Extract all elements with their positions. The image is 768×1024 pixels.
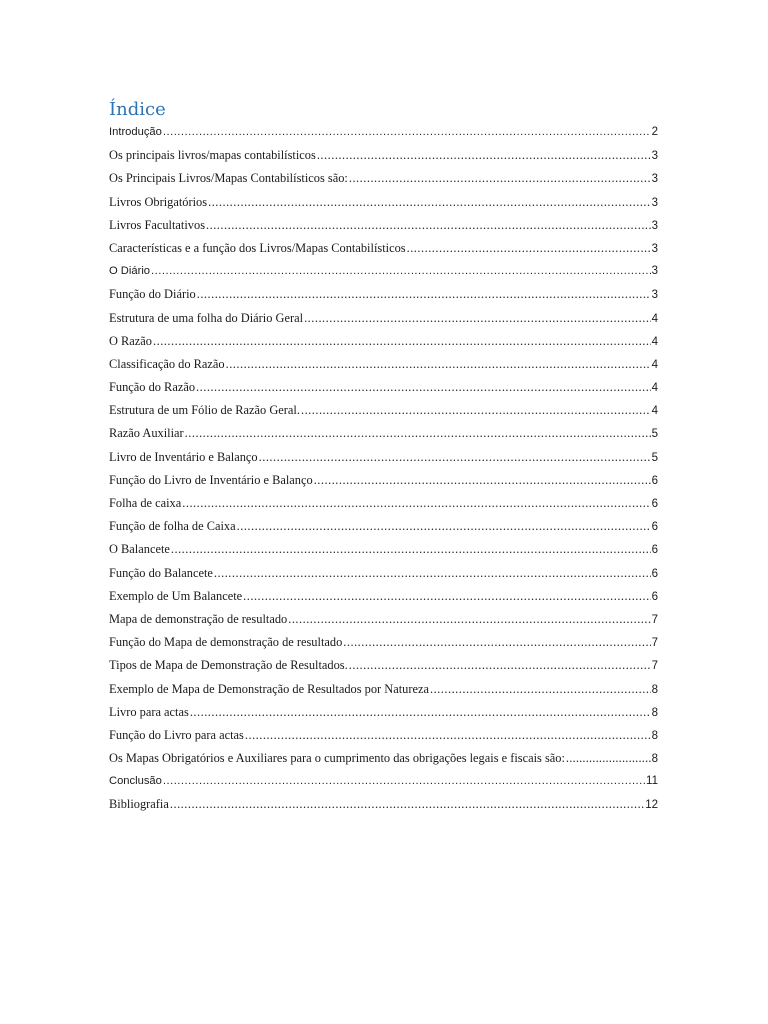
toc-entry-title: O Razão	[109, 333, 153, 348]
toc-entry-title: O Balancete	[109, 542, 170, 557]
toc-dot-leader	[288, 609, 650, 629]
toc-entry[interactable]	[109, 632, 658, 655]
toc-entry-title: Conclusão	[109, 775, 162, 788]
toc-entry[interactable]	[109, 771, 658, 794]
toc-entry-title: Os Mapas Obrigatórios e Auxiliares para o cumprimento das obrigações legais e fiscais são:	[109, 751, 565, 766]
toc-dot-leader	[153, 331, 651, 351]
toc-entry-page-number: 3	[651, 150, 658, 163]
toc-dot-leader	[349, 168, 651, 188]
toc-dot-leader	[206, 215, 651, 235]
toc-entry-page-number: 6	[651, 590, 658, 603]
toc-entry-page-number: 4	[651, 312, 658, 325]
toc-entry[interactable]	[109, 794, 658, 817]
toc-entry-title: Classificação do Razão	[109, 356, 225, 371]
toc-entry[interactable]	[109, 284, 658, 307]
toc-entry-page-number: 4	[651, 382, 658, 395]
toc-entry-title: Características e a função dos Livros/Mapas Contabilísticos	[109, 240, 406, 255]
toc-entry-title: Exemplo de Mapa de Demonstração de Resultados por Natureza	[109, 681, 429, 696]
toc-dot-leader	[170, 794, 644, 814]
toc-entry-page-number: 6	[651, 521, 658, 534]
toc-entry[interactable]	[109, 702, 658, 725]
toc-dot-leader	[182, 493, 650, 513]
toc-entry-page-number: 7	[651, 660, 658, 673]
toc-entry-page-number: 6	[651, 498, 658, 510]
toc-entry[interactable]	[109, 447, 658, 470]
toc-entry-title: Introdução	[109, 126, 162, 138]
toc-entry-page-number: 2	[651, 126, 658, 138]
toc-dot-leader	[301, 400, 651, 420]
toc-entry-page-number: 3	[651, 265, 658, 278]
toc-dot-leader	[196, 377, 651, 397]
toc-dot-leader	[407, 238, 651, 258]
toc-entry-title: Os Principais Livros/Mapas Contabilísticos são:	[109, 171, 348, 186]
toc-entry-page-number: 5	[651, 428, 658, 441]
toc-entry-title: Folha de caixa	[109, 496, 182, 510]
toc-dot-leader	[343, 632, 650, 652]
toc-entry-title: Função do Diário	[109, 287, 196, 302]
toc-entry-title: Tipos de Mapa de Demonstração de Resultados.	[109, 658, 348, 673]
toc-entry-page-number: 7	[651, 637, 658, 650]
toc-dot-leader	[259, 447, 651, 467]
toc-entry[interactable]	[109, 168, 658, 191]
toc-entry-page-number: 3	[651, 173, 658, 186]
toc-dot-leader	[317, 145, 651, 165]
toc-entry-title: Estrutura de uma folha do Diário Geral	[109, 310, 304, 325]
toc-entry-page-number: 12	[645, 799, 658, 812]
toc-dot-leader	[237, 516, 651, 536]
toc-entry-page-number: 4	[651, 358, 658, 371]
toc-entry-page-number: 4	[651, 405, 658, 418]
toc-entry[interactable]	[109, 400, 658, 423]
toc-entry[interactable]	[109, 609, 658, 632]
toc-entry[interactable]	[109, 122, 658, 145]
toc-dot-leader	[163, 122, 651, 142]
toc-dot-leader	[197, 284, 651, 304]
toc-title: Índice	[109, 99, 166, 120]
toc-entry-page-number: 8	[651, 729, 658, 742]
toc-entry-page-number: 6	[651, 567, 658, 580]
toc-entry[interactable]	[109, 377, 658, 400]
toc-entry-title: Os principais livros/mapas contabilísticos	[109, 148, 316, 163]
toc-dot-leader	[151, 261, 651, 281]
toc-entry-page-number: 3	[651, 219, 658, 232]
toc-entry[interactable]	[109, 493, 658, 516]
toc-entry[interactable]	[109, 655, 658, 678]
toc-entry-title: Razão Auxiliar	[109, 426, 184, 441]
toc-entry-page-number: 4	[651, 335, 658, 348]
toc-dot-leader	[171, 539, 651, 559]
toc-dot-leader	[566, 748, 651, 768]
toc-dot-leader	[245, 725, 651, 745]
toc-entry-title: Estrutura de um Fólio de Razão Geral.	[109, 403, 300, 418]
toc-entry[interactable]	[109, 539, 658, 562]
toc-entry-page-number: 8	[651, 753, 658, 766]
toc-entry-title: Exemplo de Um Balancete	[109, 588, 243, 603]
toc-entry[interactable]	[109, 261, 658, 284]
toc-entry-page-number: 7	[651, 613, 658, 626]
toc-entry[interactable]	[109, 308, 658, 331]
toc-entry[interactable]	[109, 516, 658, 539]
toc-entry[interactable]	[109, 192, 658, 215]
toc-entry-title: Função do Livro para actas	[109, 727, 244, 742]
toc-entry-title: O Diário	[109, 265, 151, 278]
toc-dot-leader	[185, 423, 651, 443]
toc-dot-leader	[304, 308, 651, 328]
toc-entry-page-number: 8	[651, 706, 658, 719]
toc-entry[interactable]	[109, 423, 658, 446]
toc-dot-leader	[190, 702, 651, 722]
toc-entry-page-number: 6	[651, 474, 658, 487]
toc-entry-title: Livro para actas	[109, 704, 189, 719]
toc-entry[interactable]	[109, 586, 658, 609]
toc-dot-leader	[314, 470, 651, 490]
toc-entry-page-number: 11	[646, 775, 658, 788]
toc-entry[interactable]	[109, 470, 658, 493]
toc-entry[interactable]	[109, 354, 658, 377]
toc-entry[interactable]	[109, 331, 658, 354]
toc-entry-title: Bibliografia	[109, 797, 169, 812]
toc-entry-title: Função do Razão	[109, 380, 196, 395]
toc-entry[interactable]	[109, 238, 658, 261]
table-of-contents	[109, 122, 658, 818]
toc-dot-leader	[208, 192, 651, 212]
toc-entry[interactable]	[109, 748, 658, 771]
toc-entry-title: Função do Livro de Inventário e Balanço	[109, 472, 313, 487]
toc-entry-page-number: 3	[651, 242, 658, 255]
toc-entry[interactable]	[109, 725, 658, 748]
toc-entry-page-number: 8	[651, 683, 658, 696]
toc-entry[interactable]	[109, 145, 658, 168]
toc-entry-title: Livros Facultativos	[109, 217, 206, 232]
toc-entry-page-number: 3	[651, 289, 658, 302]
toc-dot-leader	[226, 354, 651, 374]
toc-entry[interactable]	[109, 679, 658, 702]
toc-dot-leader	[214, 563, 651, 583]
toc-entry-page-number: 6	[651, 544, 658, 557]
toc-entry-title: Função de folha de Caixa	[109, 519, 236, 534]
toc-dot-leader	[163, 771, 645, 791]
toc-dot-leader	[349, 655, 651, 675]
toc-entry-page-number: 5	[651, 451, 658, 464]
toc-entry-title: Função do Mapa de demonstração de resultado	[109, 635, 343, 650]
toc-entry[interactable]	[109, 563, 658, 586]
toc-dot-leader	[243, 586, 650, 606]
toc-entry-title: Mapa de demonstração de resultado	[109, 611, 288, 626]
toc-dot-leader	[430, 679, 651, 699]
toc-entry-title: Livros Obrigatórios	[109, 194, 208, 209]
toc-entry[interactable]	[109, 215, 658, 238]
toc-entry-title: Função do Balancete	[109, 565, 213, 580]
toc-entry-page-number: 3	[651, 196, 658, 209]
toc-entry-title: Livro de Inventário e Balanço	[109, 449, 258, 464]
